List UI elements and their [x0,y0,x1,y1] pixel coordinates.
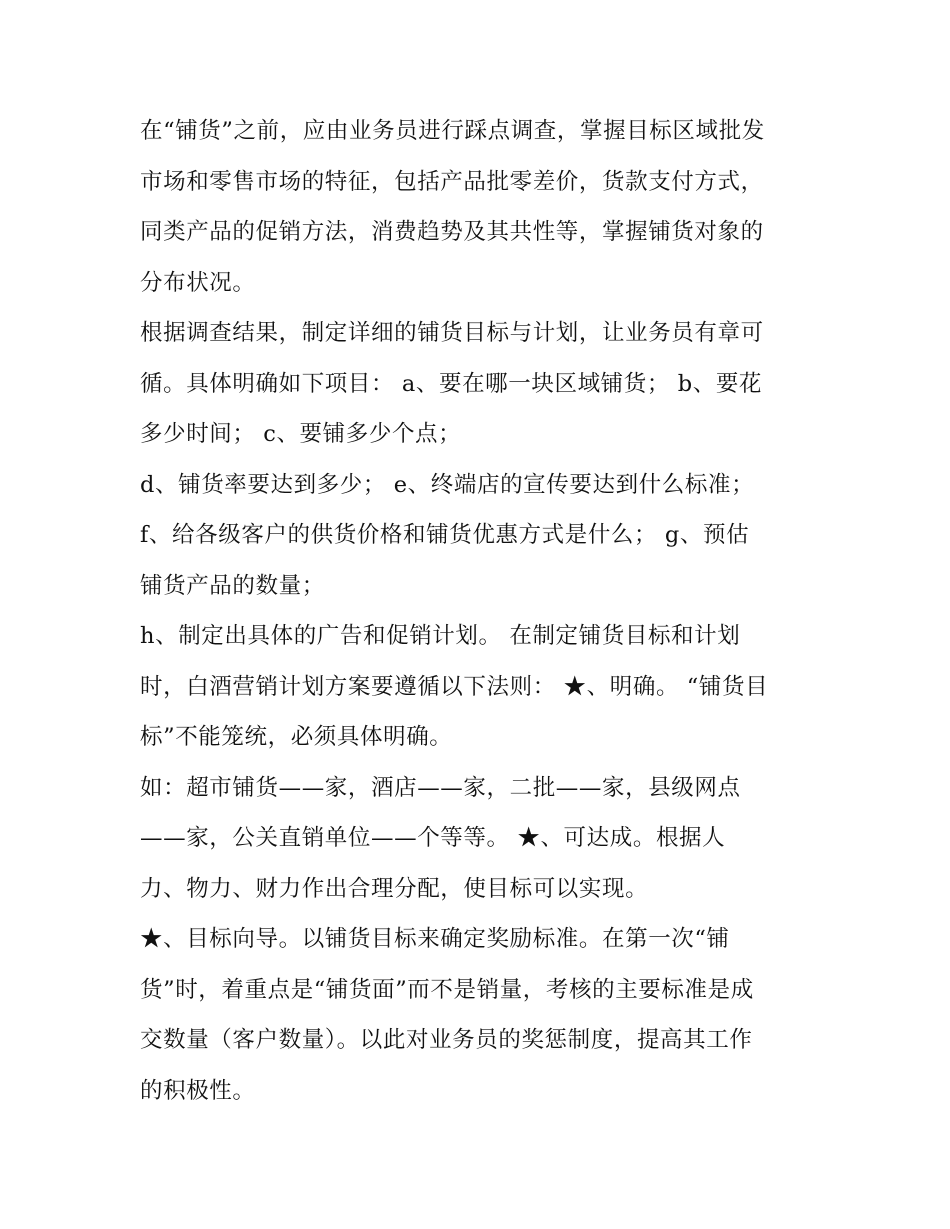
text-line: 的积极性。 [140,1077,256,1104]
text-line: 同类产品的促销方法，消费趋势及其共性等，掌握铺货对象的 [140,219,764,245]
text-line: 循。具体明确如下项目： a、要在哪一块区域铺货； b、要花 [140,370,763,397]
text-line: 交数量（客户数量）。以此对业务员的奖惩制度，提高其工作 [140,1027,753,1053]
text-line: d、铺货率要达到多少； e、终端店的宣传要达到什么标准； [140,471,755,498]
text-line: 根据调查结果，制定详细的铺货目标与计划，让业务员有章可 [140,320,764,346]
text-line: 标”不能笼统，必须具体明确。 [140,724,453,750]
text-line: 如：超市铺货——家，酒店——家，二批——家，县级网点 [140,774,741,801]
text-line: 力、物力、财力作出合理分配，使目标可以实现。 [140,875,649,902]
document-body [140,106,820,1116]
text-line: 铺货产品的数量； [140,572,325,599]
text-line: f、给各级客户的供货价格和铺货优惠方式是什么； g、预估 [140,522,750,548]
text-line: 分布状况。 [140,269,256,296]
text-line: 货”时，着重点是“铺货面”而不是销量，考核的主要标准是成 [140,976,754,1003]
text-line: h、制定出具体的广告和促销计划。 在制定铺货目标和计划 [140,623,741,649]
text-line: 在“铺货”之前，应由业务员进行踩点调查，掌握目标区域批发 [140,118,765,144]
text-line: 市场和零售市场的特征，包括产品批零差价，货款支付方式， [140,168,764,195]
text-line: ——家，公关直销单位——个等等。 ★、可达成。根据人 [140,825,726,851]
text-line: 时，白酒营销计划方案要遵循以下法则： ★、明确。 “铺货目 [140,673,769,700]
text-line: ★、目标向导。以铺货目标来确定奖励标准。在第一次“铺 [140,926,730,952]
text-line: 多少时间； c、要铺多少个点； [140,421,462,447]
